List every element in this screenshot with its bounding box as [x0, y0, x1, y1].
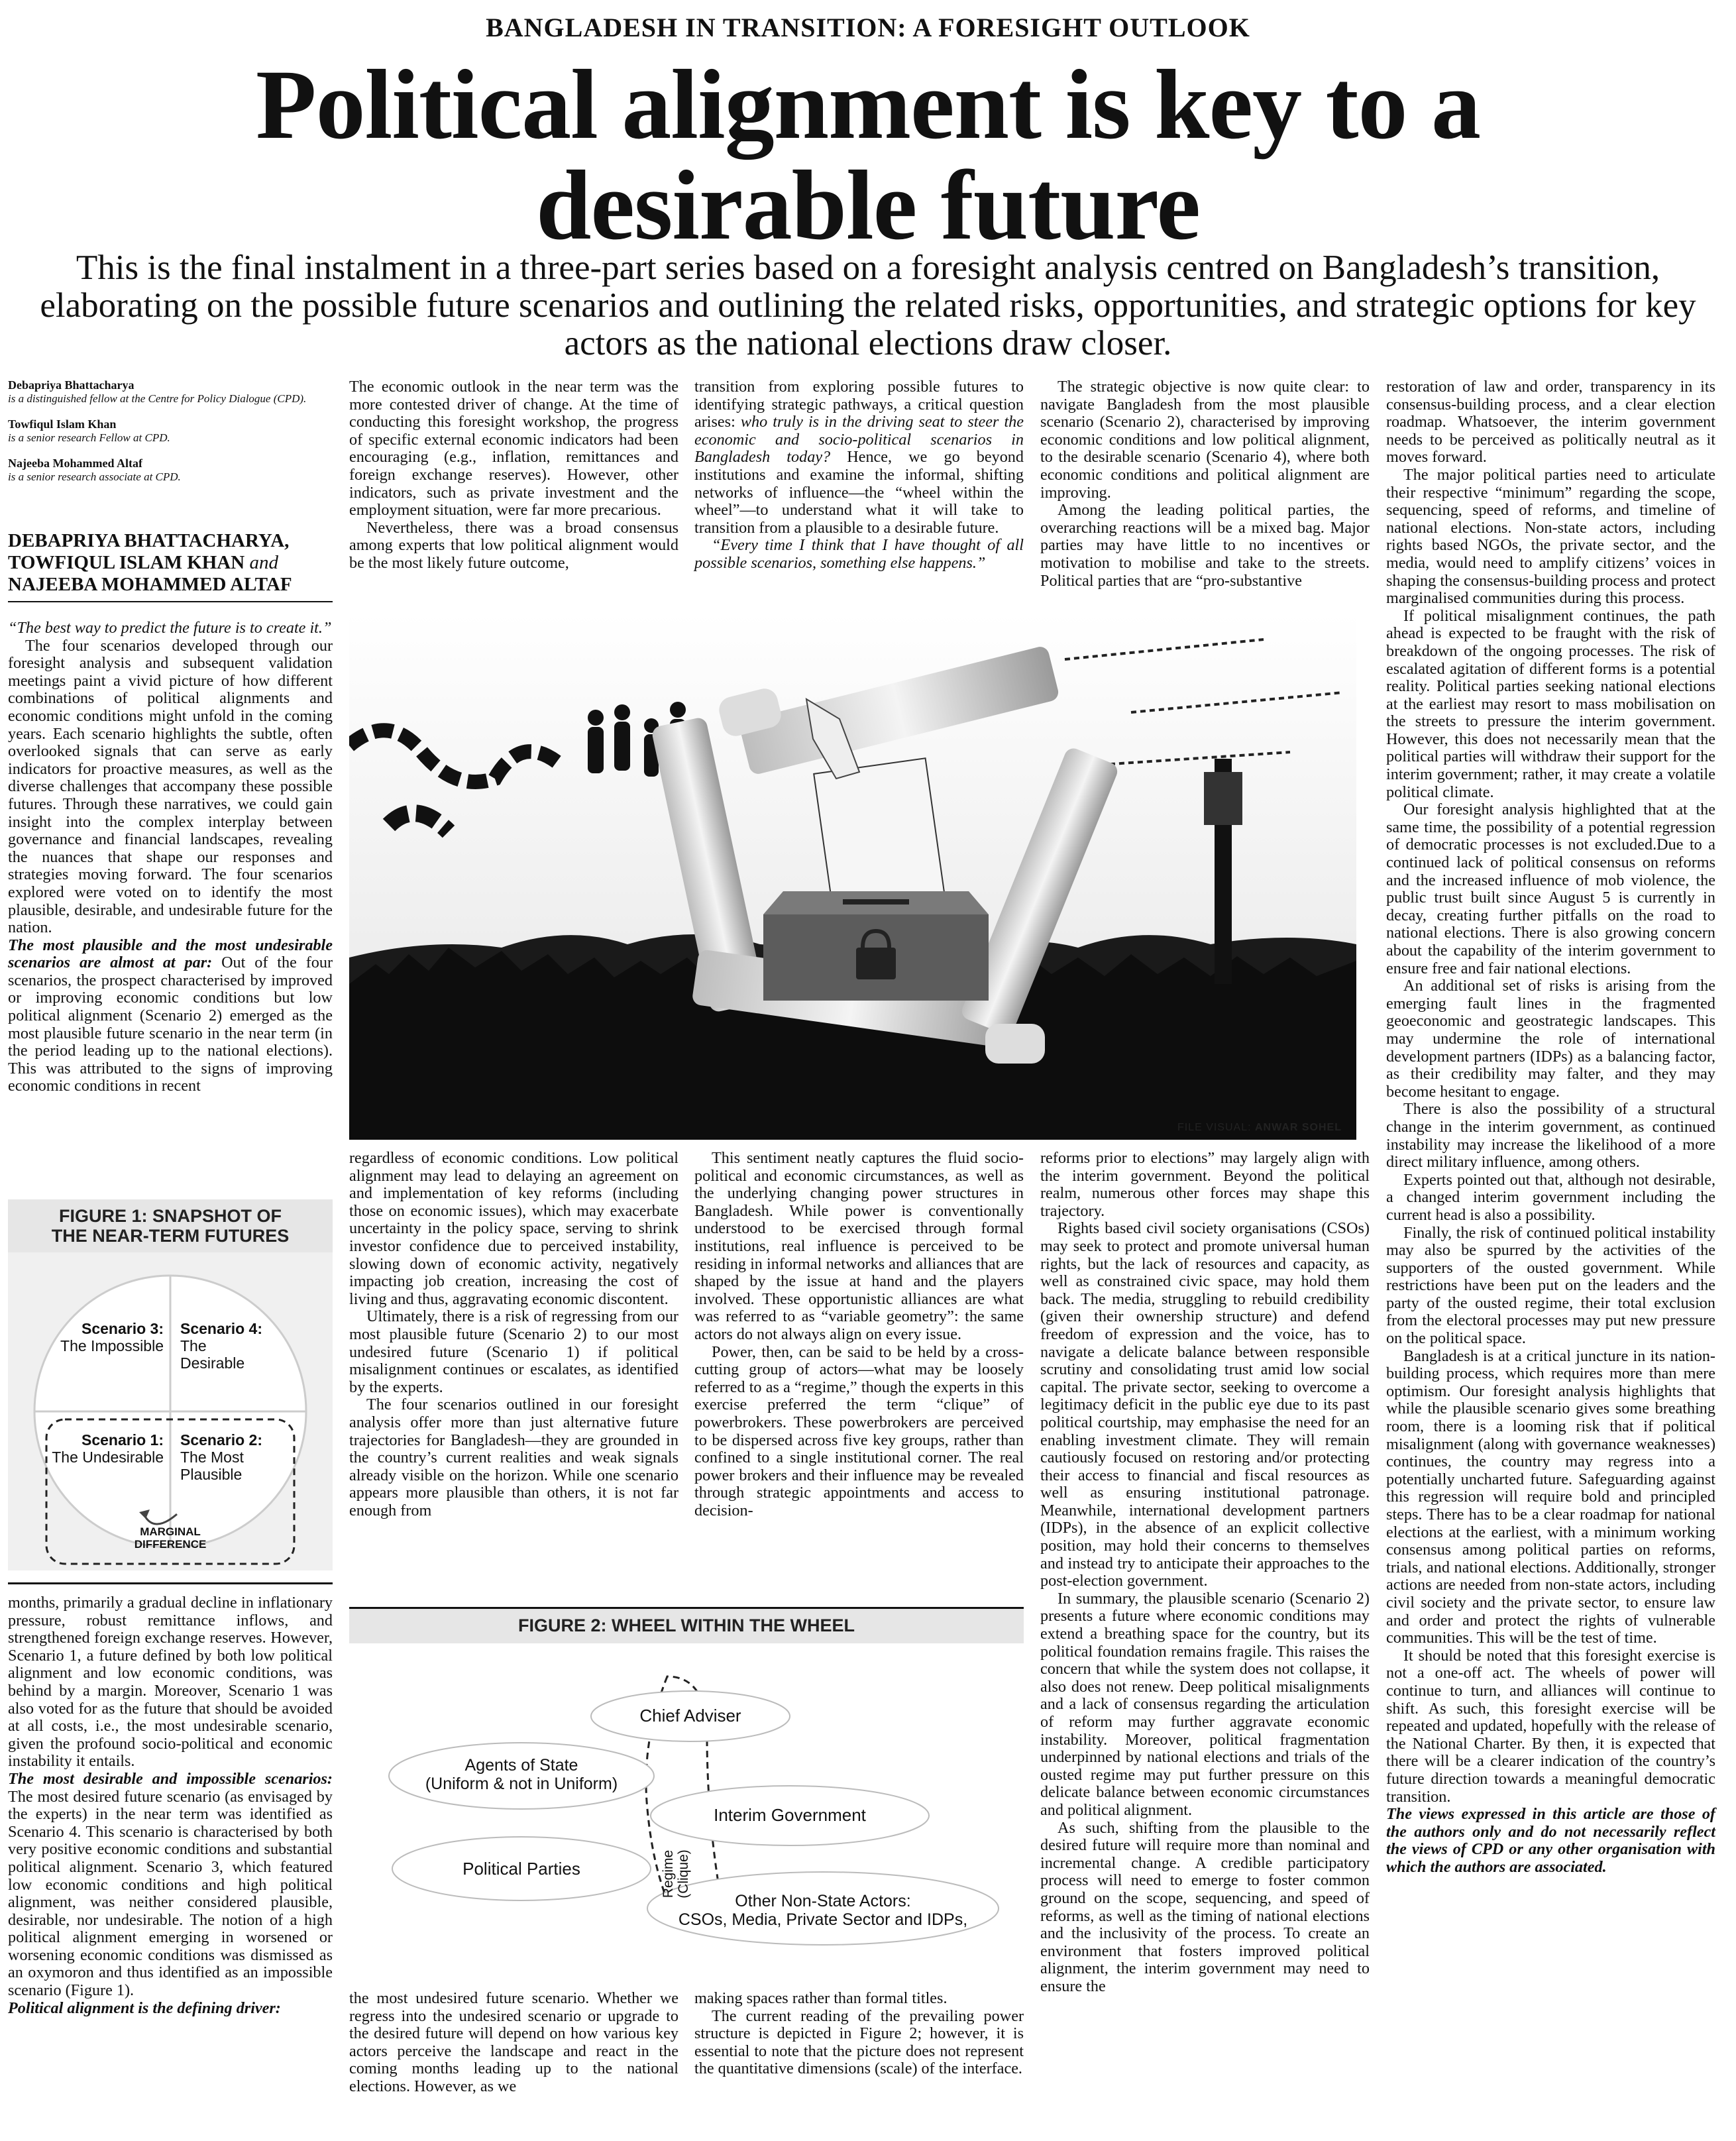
- author-line: DEBAPRIYA BHATTACHARYA,: [8, 530, 290, 551]
- author-conjunction: and: [249, 552, 278, 573]
- paragraph: reforms prior to elections” may largely align with the interim government. Beyond the political realm, numerous other forces may shape this trajectory.: [1040, 1149, 1370, 1220]
- marginal-difference-line: DIFFERENCE: [134, 1538, 207, 1551]
- padlock-icon: [856, 948, 896, 979]
- byline-2: [8, 417, 333, 445]
- scenario-2-title: Scenario 2:: [180, 1431, 262, 1449]
- scenario-1-label: The Undesirable: [52, 1449, 164, 1466]
- byline-3: [8, 457, 333, 484]
- figure-2: [349, 1607, 1024, 1951]
- paragraph: The strategic objective is now quite clear: to navigate Bangladesh from the most plausible scenario (Scenario 2), characterised by improving economic conditions and low political alignment, to the desirable scenario (Scenario 4), where both economic conditions and political alignment are improving.: [1040, 378, 1370, 502]
- paragraph-body: Out of the four scenarios, the prospect characterised by improved or improving economic conditions but low political alignment (Scenario 2) emerged as the most plausible future scenario in the near term (in the period leading up to the national elections). This was attributed to the signs of improving economic conditions in recent: [8, 954, 333, 1095]
- sign-board: [1204, 772, 1242, 825]
- paragraph: Among the leading political parties, the overarching reactions will be a mixed bag. Major parties may have little to no incentives or motivation to mobilise and take to the streets. Political parties that are “pro-substantive: [1040, 501, 1370, 590]
- credit-name: ANWAR SOHEL: [1255, 1122, 1342, 1133]
- non-state-actors-line: Other Non-State Actors:: [735, 1892, 911, 1910]
- column-3-middle: [694, 1150, 1024, 1519]
- paragraph: making spaces rather than formal titles.: [694, 1989, 948, 2007]
- figure-1-chart: [8, 1252, 333, 1570]
- marginal-difference-label: [107, 1525, 233, 1551]
- paragraph-lead: The most plausible and the most undesirable scenarios are almost at par:: [8, 936, 333, 972]
- paragraph: The current reading of the prevailing power structure is depicted in Figure 2; however, it is essential to note that the picture does not represent the quantitative dimensions (scale) of the interface.: [694, 2006, 1024, 2078]
- paragraph: [8, 1771, 333, 2000]
- paragraph-body: The most desired future scenario (as envisaged by the experts) in the near term was identified as Scenario 4. This scenario is characterised by both very positive economic conditions and substantial political alignment. Scenario 3, which featured low economic conditions and high political alignment, was neither considered plausible, desirable, nor undesirable. The notion of a high political alignment emerging in worsened or worsening economic conditions was dismissed as an oxymoron and thus identified as an impossible scenario (Figure 1).: [8, 1787, 333, 2000]
- paragraph: restoration of law and order, transparency in its consensus-building process, and a clear election roadmap. Whatsoever, the interim government needs to be perceived as politically neutral as it moves forward.: [1386, 378, 1715, 467]
- paragraph: Finally, the risk of continued political instability may also be spurred by the activities of the supporters of the ousted government. While restrictions have been put on the leaders and the party of the ousted regime, their total exclusion from the electoral processes may put new pressure on the political space.: [1386, 1223, 1715, 1348]
- figure-1-title-line: THE NEAR-TERM FUTURES: [51, 1226, 290, 1246]
- byline-name: Debapriya Bhattacharya: [8, 378, 135, 392]
- agents-of-state-line: Agents of State: [464, 1756, 578, 1775]
- byline-role: is a distinguished fellow at the Centre for Policy Dialogue (CPD).: [8, 392, 307, 405]
- paragraph-lead: Political alignment is the defining driver:: [8, 1999, 281, 2017]
- byline-role: is a senior research associate at CPD.: [8, 470, 181, 483]
- paragraph: Rights based civil society organisations (CSOs) may seek to protect and promote universal human rights, but the lack of resources and capacity, as well as constrained civic space, may hold them back. The media, struggling to rebuild credibility (given their ownership structure) and defend freedom of expression and the voice, has to navigate a delicate balance between responsible scrutiny and consolidating trust amid low social capital. The private sector, seeking to overcome a legitimacy deficit in the public eye due to its past political courtship, may emphasise the need for an enabling investment climate. They will remain cautiously focused on restoring and/or protecting their access to financial and fiscal resources as well as ensuring institutional patronage. Meanwhile, international development partners (IDPs), in the absence of an explicit collective position, may hold their concerns to themselves and instead try to anticipate their approaches to the post-election government.: [1040, 1219, 1370, 1590]
- paragraph: As such, shifting from the plausible to the desired future will require more than nominal and incremental change. A credible participatory process will need to emerge to foster common ground on the scope, sequencing, and speed of reforms, as well as the timing of national elections and the inclusivity of the process. To create an environment that fosters improved political alignment, the interim government may need to ensure the: [1040, 1818, 1370, 1995]
- figure-1-title-line: FIGURE 1: SNAPSHOT OF: [58, 1206, 282, 1226]
- paragraph-emphasis: who truly is in the driving seat to steer the economic and socio-political scenarios in Bangladesh today?: [694, 413, 1024, 467]
- paragraph: regardless of economic conditions. Low political alignment may lead to delaying an agreement on and implementation of key reforms (including those on economic issues), which may exacerbate uncertainty in the policy space, serving to shrink investor confidence due to perceived instability, slowing down of economic activity, negatively impacting job creation, increasing the cost of living and thus, aggravating economic discontent.: [349, 1149, 678, 1308]
- paragraph: There is also the possibility of a structural change in the interim government, as continued instability may increase the likelihood of a more direct military influence, among others.: [1386, 1100, 1715, 1172]
- paragraph: Experts pointed out that, although not desirable, a changed interim government including the current head is also a possibility.: [1386, 1170, 1715, 1224]
- column-4-body: [1040, 1150, 1370, 1996]
- scenario-2-label: The Most Plausible: [180, 1449, 244, 1483]
- scenario-4-title: Scenario 4:: [180, 1320, 262, 1337]
- headline-line-1: Political alignment is key to a: [255, 50, 1481, 160]
- paragraph: [8, 937, 333, 1095]
- scenario-1: [48, 1431, 164, 1466]
- scenario-2: [180, 1431, 293, 1483]
- column-2-bottom: [349, 1990, 678, 2096]
- column-4-top: [1040, 378, 1370, 590]
- illustration-credit: [1177, 1122, 1342, 1134]
- scenario-3-title: Scenario 3:: [81, 1320, 164, 1337]
- column-2-middle: [349, 1150, 678, 1519]
- scenario-3-label: The Impossible: [60, 1337, 164, 1354]
- headline-line-2: desirable future: [536, 150, 1200, 260]
- disclaimer: The views expressed in this article are those of the authors only and do not necessarily reflect the views of CPD or any other organisation with which the authors are associated.: [1386, 1805, 1715, 1876]
- agents-of-state-line: (Uniform & not in Uniform): [425, 1775, 618, 1793]
- column-3-bottom: [694, 1990, 1024, 2078]
- scenario-4-label: The Desirable: [180, 1337, 245, 1372]
- agents-of-state-label: [389, 1756, 654, 1793]
- marginal-difference-line: MARGINAL: [140, 1525, 201, 1538]
- author-names: [8, 530, 339, 596]
- headline: [0, 50, 1736, 260]
- byline-role: is a senior research Fellow at CPD.: [8, 431, 170, 444]
- pull-quote: “Every time I think that I have thought of all possible scenarios, something else happens.”: [694, 536, 1024, 572]
- byline-name: Najeeba Mohammed Altaf: [8, 457, 142, 470]
- scenario-4: [180, 1320, 299, 1372]
- figure-2-title: FIGURE 2: WHEEL WITHIN THE WHEEL: [349, 1609, 1024, 1643]
- paragraph: [694, 378, 1024, 537]
- paragraph: Power, then, can be said to be held by a cross-cutting group of actors—what may be loosely referred to as a “regime,” though the experts in this exercise preferred the term “clique” of powerbrokers. These powerbrokers are perceived to be dispersed across five key groups, rather than confined to a single institutional corner. The real power brokers and their influence may be revealed through strategic appointments and access to decision-: [694, 1343, 1024, 1519]
- paragraph: In summary, the plausible scenario (Scenario 2) presents a future where economic conditions may extend a breathing space for the country, but its political foundation remains fragile. This raises the concern that while the system does not collapse, it also does not renew. Deep political misalignments and a lack of consensus regarding the articulation of reform may further aggravate economic instability. Moreover, political fragmentation underpinned by national elections and trials of the ousted regime may put further pressure on this delicate balance between economic circumstances and political alignment.: [1040, 1589, 1370, 1819]
- paragraph: [8, 2000, 333, 2018]
- bylines: [8, 378, 333, 484]
- paragraph: An additional set of risks is arising from the emerging fault lines in the fragmented geoeconomic and geostrategic landscapes. This may undermine the role of international development partners (IDPs) as a balancing factor, as their credibility may falter, and they may become hesitant to engage.: [1386, 977, 1715, 1101]
- author-name: TOWFIQUL ISLAM KHAN: [8, 552, 245, 573]
- paragraph: Nevertheless, there was a broad consensus among experts that low political alignment would be the most likely future outcome,: [349, 518, 678, 572]
- non-state-actors-line: CSOs, Media, Private Sector and IDPs,: [678, 1910, 968, 1929]
- ballot-slot: [843, 899, 909, 905]
- paragraph: The four scenarios outlined in our foresight analysis offer more than just alternative future trajectories for Bangladesh—they are grounded in the country’s current realities and weak signals already visible on the horizon. While one scenario appears more plausible than others, it is not far enough from: [349, 1396, 678, 1519]
- author-line: [8, 552, 339, 574]
- non-state-actors-label: [647, 1892, 999, 1929]
- epigraph: “The best way to predict the future is to create it.”: [8, 619, 332, 637]
- paragraph: the most undesired future scenario. Whether we regress into the undesired scenario or upgrade to the desired future will depend on how various key actors perceive the landscape and react in the coming months leading up to the national elections. However, as we: [349, 1989, 678, 2095]
- figure-1-title: [8, 1199, 333, 1252]
- byline-name: Towfiqul Islam Khan: [8, 417, 117, 431]
- paragraph: Bangladesh is at a critical juncture in its nation-building process, which requires more than mere optimism. Our foresight analysis highlights that while the plausible scenario gives some breathing room, there is a looming risk that if political misalignment (along with governance weaknesses) continues, the country may regress into a potentially uncharted future. Safeguarding against this regression will require bold and principled steps. There has to be a clear roadmap for national elections at the earliest, with a minimum working consensus among political parties on reforms, trials, and national elections. Additionally, stronger actions are needed from non-state actors, including civil society and the private sector, to ensure law and order and protect the rights of vulnerable communities. This will be the test of time.: [1386, 1346, 1715, 1647]
- figure-1-rule: [8, 1582, 333, 1584]
- paragraph: The economic outlook in the near term was the more contested driver of change. At the time of conducting this foresight workshop, the progress of specific external economic indicators had been encouraging (e.g., inflation, remittances and foreign exchange reserves). However, other indicators, such as private investment and the employment situation, were far more precarious.: [349, 378, 678, 520]
- political-parties-label: Political Parties: [462, 1859, 580, 1879]
- paragraph: It should be noted that this foresight exercise is not a one-off act. The wheels of power will continue to turn, and alliances will continue to shift. As such, this foresight exercise will be repeated and updated, hopefully with the release of the National Charter. By then, it is expected that there will be a clearer indication of the country’s future direction towards a meaningful democratic transition.: [1386, 1646, 1715, 1806]
- column-1-bottom: [8, 1594, 333, 2017]
- paragraph: Ultimately, there is a risk of regressing from our most plausible future (Scenario 2) to our most undesired future (Scenario 1) if political misalignment continues or escalates, as identified by the experts.: [349, 1307, 678, 1396]
- paragraph: The major political parties need to articulate their respective “minimum” regarding the scope, sequencing, speed of reforms, and timeline of national elections. Non-state actors, including rights based NGOs, the private sector, and the media, would need to amplify citizens’ voices in shaping the consensus-building process and protect marginalised communities during this process.: [1386, 465, 1715, 608]
- paragraph: This sentiment neatly captures the fluid socio-political and economic circumstances, as well as the underlying changing power structures in Bangladesh. While power is conventionally understood to be exercised through formal institutions, real influence is perceived to be residing in informal networks and alliances that are shaped by the issue at hand and the players involved. These opportunistic alliances are what was referred to as “variable geometry”: the same actors do not always align on every issue.: [694, 1149, 1024, 1343]
- standfirst: This is the final instalment in a three-part series based on a foresight analysis centred on Bangladesh’s transition, elaborating on the possible future scenarios and outlining the related risks, opportunities, and strategic options for key actors as the national elections draw closer.: [40, 248, 1696, 362]
- illustration: [349, 613, 1356, 1140]
- ballot-paper: [814, 758, 945, 912]
- column-1-top: [8, 620, 333, 1095]
- author-line: NAJEEBA MOHAMMED ALTAF: [8, 574, 292, 595]
- paragraph-body: Hence, we go beyond institutions and examine the informal, shifting networks of influence—the “wheel within the wheel”—to understand what it will take to transition from a plausible to a desirable future.: [694, 448, 1024, 537]
- paragraph-lead: The most desirable and impossible scenarios:: [8, 1769, 333, 1788]
- author-rule: [8, 601, 333, 602]
- kicker: BANGLADESH IN TRANSITION: A FORESIGHT OUTLOOK: [486, 13, 1250, 42]
- paragraph: months, primarily a gradual decline in inflationary pressure, robust remittance inflows, and strengthened foreign exchange reserves. However, Scenario 1, a future defined by both low political alignment and low economic conditions, was behind by a margin. Moreover, Scenario 1 was also voted for as the future that should be avoided at all costs, i.e., the most undesirable scenario, given the profound socio-political and economic instability it entails.: [8, 1594, 333, 1771]
- column-5: [1386, 378, 1715, 1876]
- interim-government-label: Interim Government: [714, 1805, 866, 1825]
- scenario-3: [44, 1320, 164, 1354]
- paragraph: The four scenarios developed through our foresight analysis and subsequent validation meetings paint a vivid picture of how different combinations of political alignments and economic conditions might unfold in the coming years. Each scenario highlights the subtle, often overlooked signals that can serve as early indicators for proactive measures, as well as the diverse challenges that accompany these possible futures. Through these narratives, we could gain insight into the complex interplay between governance and financial landscapes, revealing the nuances that shape our responses and strategies moving forward. The four scenarios explored were voted on to identify the most plausible, desirable, and undesirable future for the nation.: [8, 636, 333, 937]
- credit-prefix: FILE VISUAL:: [1177, 1122, 1252, 1133]
- illustration-art: [349, 613, 1356, 1140]
- paragraph: If political misalignment continues, the path ahead is expected to be fraught with the risk of breakdown of the ongoing processes. The risk of escalated agitation of different forms is a potential reality. Political parties seeking national elections at the earliest may resort to mass mobilisation on the streets to pressure the interim government. However, this does not necessarily mean that the political parties will withdraw their support for the interim government; rather, it may create a volatile political climate.: [1386, 606, 1715, 801]
- byline-1: [8, 378, 333, 406]
- column-2-top: [349, 378, 678, 573]
- column-3-top: [694, 378, 1024, 573]
- regime-line: Regime: [661, 1849, 676, 1898]
- chief-adviser-label: Chief Adviser: [639, 1706, 741, 1726]
- regime-line: (Clique): [676, 1849, 691, 1898]
- paragraph-body: transition from exploring possible futures to identifying strategic pathways, a critical question arises:: [694, 378, 1024, 431]
- paragraph: Our foresight analysis highlighted that at the same time, the possibility of a potential regression of democratic processes is not excluded.Due to a continued lack of political consensus on reforms and the increased influence of mob violence, the public trust built since August 5 is currently in decay, creating further pitfalls on the road to national elections. There is also growing concern about the capability of the interim government to ensure free and fair national elections.: [1386, 800, 1715, 977]
- scenario-1-title: Scenario 1:: [81, 1431, 164, 1449]
